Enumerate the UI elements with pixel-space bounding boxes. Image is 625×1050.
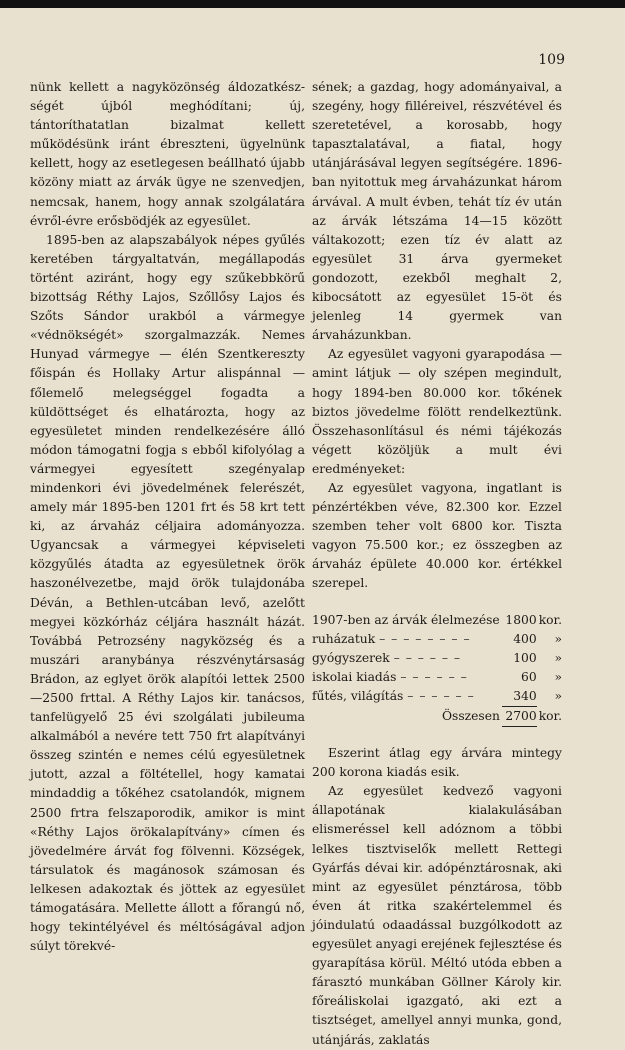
leader-dashes: – – – – – – <box>407 689 475 704</box>
table-cell-value: 100 <box>513 650 537 665</box>
table-cell-label: ruházatuk <box>312 631 376 646</box>
table-cell-unit: » <box>554 669 562 684</box>
paragraph: Az egyesület vagyona, ingatlant is pénzértékben véve, 82.300 kor. Ezzel szemben teher volt 6800 kor. Tiszta vagyon 75.500 kor.; ez összegben az árvaház épülete 40.000 kor. értékkel szerepel. <box>312 480 562 591</box>
paragraph: Az egyesület kedvező vagyoni állapotának kialakulásában elismeréssel kell adóznom a többi lelkes tisztviselők mellett Rettegi Gyárfás dévai kir. adópénztárosnak, aki mint az egyesület pénztárosa, több éven át ritka szakértelemmel és jóindulatú odaadással buzgólkodott az egyesület anyagi erejének fejlesztése és gyarapítása körül. Méltó utóda ebben a fárasztó munkában Göllner Károly kir. főreáliskolai igazgató, aki ezt a tisztséget, amellyel annyi munka, gond, utánjárás, zaklatás <box>312 784 562 1047</box>
table-cell-label: iskolai kiadás <box>312 669 397 684</box>
paragraph: 1895-ben az alapszabályok népes gyűlés keretében tárgyaltatván, megállapodás történt aziránt, hogy egy szűkebbkörű bizottság Réthy Lajos, Szőllősy Lajos és Szőts Sándor urakból a vármegye «védnökségét» szorgalmazzák. Nemes Hunyad vármegye — élén Szentkereszty főispán és Hollaky Artur alispánnal — főlemelő melegséggel fogadta a küldöttséget és elhatározta, hogy az egyesületet minden rendelkezésére álló módon támogatni fogja s ebből kifolyólag a vármegyei egyesített szegényalap mindenkori évi jövedelmének felerészét, amely már 1895-ben 1201 frt és 58 krt tett ki, az árvaház céljaira adományozza. Ugyancsak a vármegyei képviseleti közgyűlés átadta az egyesületnek örök haszonélvezetbe, majd örök tulajdonába Déván, a Bethlen-utcában levő, azelőtt megyei közkórház céljára használt házát. Továbbá Petrozsény nagyközség és a muszári aranybánya részvénytársaság Brádon, az eglyet örök alapítói lettek 2500—2500 frttal. A Réthy Lajos kir. tanácsos, tanfelügyelő 25 évi szolgálati jubileuma alkalmából a nevére tett 750 frt alapítványi összeg szintén e nemes célú egyesületnek jutott, azzal a föltétellel, hogy kamatai mindaddig a tőkéhez csatolandók, mignem 2500 frtra felszaporodik, amikor is mint «Réthy Lajos örökalapítvány» címen és jövedelmére árvát fog fölvenni. Községek, társulatok és magánosok számosan és lelkesen adakoztak és jöttek az egyesület támogatására. Mellette állott a főrangú nő, hogy tekintélyével és méltóságával adjon súlyt törekvé- <box>30 232 305 954</box>
table-cell-value: 340 <box>513 688 537 703</box>
table-cell-label: 1907-ben az árvák élelmezése <box>312 612 500 627</box>
paragraph: Az egyesület vagyoni gyarapodása — amint látjuk — oly szépen megindult, hogy 1894-ben 80.000 kor. tőkének biztos jövedelme fölött rendelkeztünk. Összehasonlításul és némi tájékozás végett közöljük a mult évi eredményeket: <box>312 347 562 476</box>
table-row <box>312 687 562 707</box>
table-row <box>312 611 562 630</box>
left-column <box>30 78 305 956</box>
table-row <box>312 649 562 668</box>
total-label: Összesen <box>441 709 500 723</box>
leader-dashes: – – – – – – <box>393 650 462 665</box>
table-cell-value: 60 <box>521 669 537 684</box>
paragraph: Eszerint átlag egy árvára mintegy 200 korona kiadás esik. <box>312 746 562 780</box>
table-cell-label: gyógyszerek <box>312 650 390 665</box>
scan-top-edge <box>0 0 625 8</box>
expense-table <box>312 611 562 728</box>
leader-dashes: – – – – – – – – <box>379 631 471 646</box>
leader-dashes: – – – – – – <box>400 669 468 684</box>
table-cell-value: 1800 <box>505 612 537 627</box>
table-row <box>312 630 562 649</box>
table-cell-value: 400 <box>513 631 537 646</box>
paragraph: nünk kellett a nagyközönség áldozatkész-ségét újból meghódítani; új, tántoríthatatlan bizalmat kellett működésünk iránt ébreszteni, ügyelnünk kellett, hogy az esetlegesen beállható újabb közöny miatt az árvák ügye ne szenvedjen, nemcsak, hanem, hogy annak szolgálatára évről-évre erősbödjék az egyesület. <box>30 80 305 228</box>
table-cell-unit: » <box>554 689 562 704</box>
table-cell-unit: kor. <box>538 612 562 627</box>
paragraph: sének; a gazdag, hogy adományaival, a szegény, hogy filléreivel, részvétével és szeretetével, a korosabb, hogy tapasztalatával, a fiatal, hogy utánjárásával legyen segítségére. 1896-ban nyitottuk meg árvaházunkat három árvával. A mult évben, tehát tíz év után az árvák létszáma 14—15 között váltakozott; ezen tíz év alatt az egyesület 31 árva gyermeket gondozott, ezekből meghalt 2, kibocsátott az egyesület 15-öt és jelenleg 14 gyermek van árvaházunkban. <box>312 80 562 343</box>
table-cell-unit: » <box>554 650 562 665</box>
table-row <box>312 668 562 687</box>
page-number: 109 <box>538 52 565 68</box>
total-value: 2700 <box>502 707 537 727</box>
total-unit: kor. <box>538 709 562 723</box>
right-column <box>312 78 562 1050</box>
table-cell-label: fűtés, világítás <box>312 689 404 704</box>
table-total-row <box>312 707 562 727</box>
table-cell-unit: » <box>554 631 562 646</box>
